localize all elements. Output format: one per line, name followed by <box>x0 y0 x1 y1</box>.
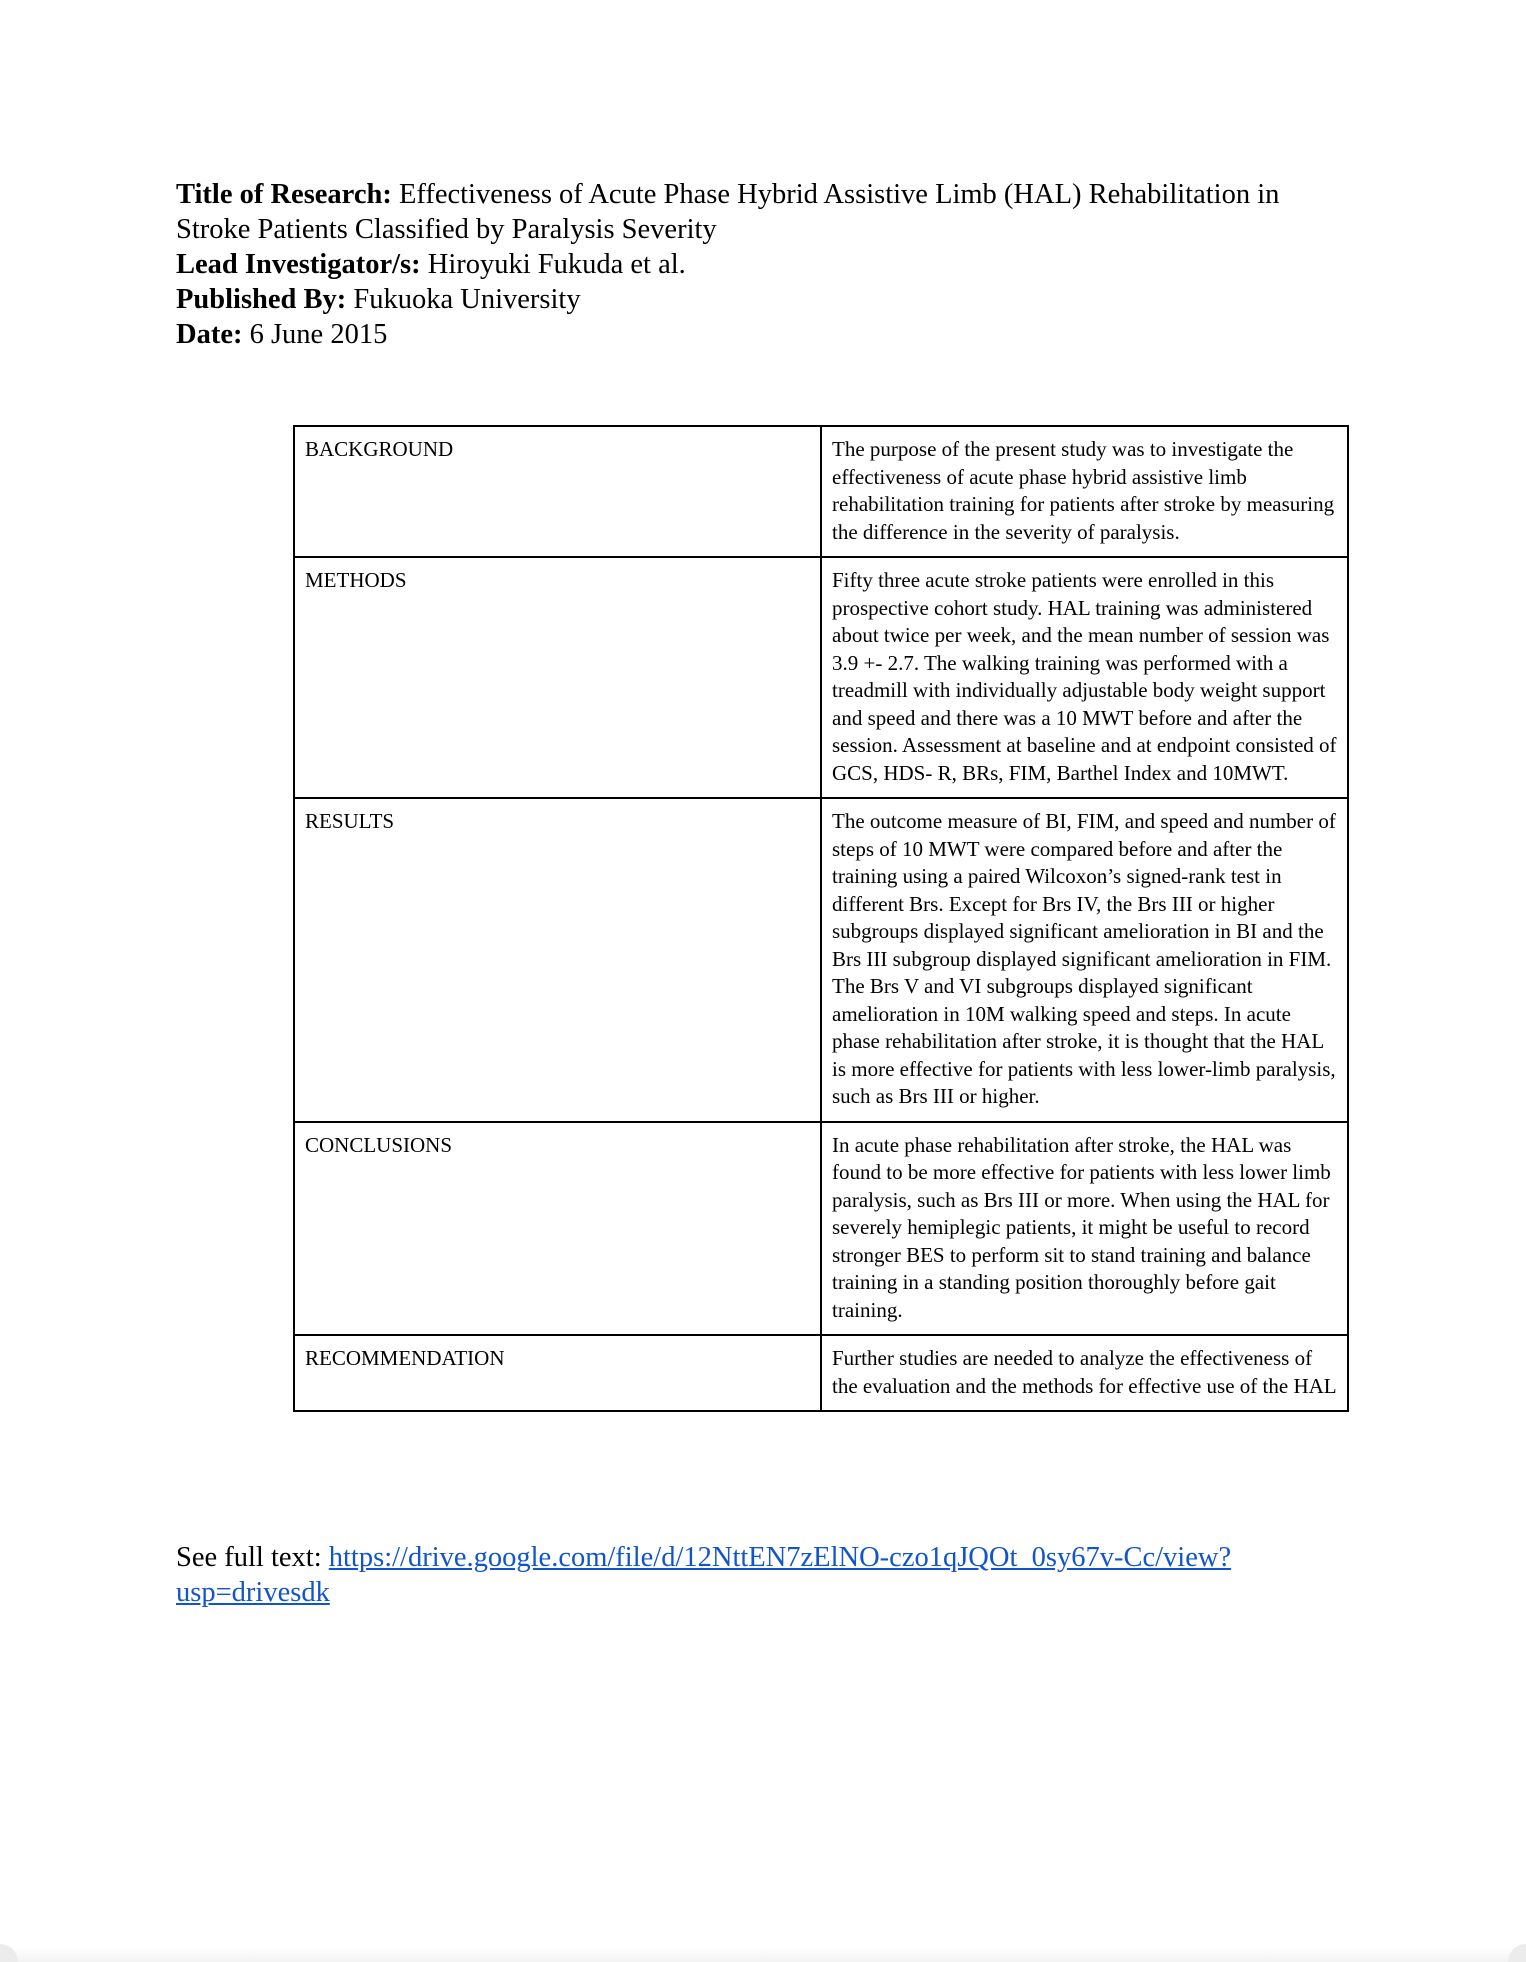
table-row-conclusions <box>294 1122 1348 1336</box>
section-text-methods: Fifty three acute stroke patients were enrolled in this prospective cohort study. HAL training was administered about twice per week, and the mean number of session was 3.9 +- 2.7. The walking training was performed with a treadmill with individually adjustable body weight support and speed and there was a 10 MWT before and after the session. Assessment at baseline and at endpoint consisted of GCS, HDS- R, BRs, FIM, Barthel Index and 10MWT. <box>821 557 1348 798</box>
investigator-label: Lead Investigator/s: <box>176 249 421 280</box>
section-text-recommendation: Further studies are needed to analyze the effectiveness of the evaluation and the methods for effective use of the HAL <box>821 1335 1348 1411</box>
section-label-conclusions: CONCLUSIONS <box>294 1122 821 1336</box>
window-corner-right <box>1508 1944 1526 1962</box>
section-label-recommendation: RECOMMENDATION <box>294 1335 821 1411</box>
section-label-results: RESULTS <box>294 798 821 1122</box>
table-row-methods <box>294 557 1348 798</box>
section-text-background: The purpose of the present study was to investigate the effectiveness of acute phase hybrid assistive limb rehabilitation training for patients after stroke by measuring the difference in the severity of paralysis. <box>821 426 1348 557</box>
section-label-background: BACKGROUND <box>294 426 821 557</box>
published-value: Fukuoka University <box>353 284 581 315</box>
summary-table <box>293 425 1349 1412</box>
section-text-results: The outcome measure of BI, FIM, and speed and number of steps of 10 MWT were compared before and after the training using a paired Wilcoxon’s signed-rank test in different Brs. Except for Brs IV, the Brs III or higher subgroups displayed significant amelioration in BI and the Brs III subgroup displayed significant amelioration in FIM. The Brs V and VI subgroups displayed significant amelioration in 10M walking speed and steps. In acute phase rehabilitation after stroke, it is thought that the HAL is more effective for patients with less lower-limb paralysis, such as Brs III or higher. <box>821 798 1348 1122</box>
title-line <box>176 177 1376 212</box>
full-text-link-line2: usp=drivesdk <box>176 1577 330 1608</box>
table-row-recommendation <box>294 1335 1348 1411</box>
date-line <box>176 317 1376 352</box>
section-text-conclusions: In acute phase rehabilitation after stroke, the HAL was found to be more effective for patients with less lower limb paralysis, such as Brs III or more. When using the HAL for severely hemiplegic patients, it might be useful to record stronger BES to perform sit to stand training and balance training in a standing position thoroughly before gait training. <box>821 1122 1348 1336</box>
title-value-line2: Stroke Patients Classified by Paralysis Severity <box>176 214 717 245</box>
title-line-continued <box>176 212 1376 247</box>
published-label: Published By: <box>176 284 347 315</box>
investigator-line <box>176 247 1376 282</box>
full-text-prefix: See full text: <box>176 1542 322 1573</box>
title-value-line1: Effectiveness of Acute Phase Hybrid Assistive Limb (HAL) Rehabilitation in <box>398 179 1280 210</box>
title-label: Title of Research: <box>176 179 392 210</box>
window-corner-left <box>0 1944 18 1962</box>
table-row-results <box>294 798 1348 1122</box>
investigator-value: Hiroyuki Fukuda et al. <box>427 249 686 280</box>
full-text-link[interactable] <box>176 1542 1376 1610</box>
full-text-link-line1: https://drive.google.com/file/d/12NttEN7zElNO-czo1qJQOt_0sy67v-Cc/view? <box>328 1542 1232 1573</box>
window-bottom-edge <box>0 1948 1526 1962</box>
research-header <box>176 177 1376 352</box>
date-label: Date: <box>176 319 243 350</box>
table-row-background <box>294 426 1348 557</box>
date-value: 6 June 2015 <box>249 319 388 350</box>
publisher-line <box>176 282 1376 317</box>
full-text-footer <box>176 1540 1376 1610</box>
section-label-methods: METHODS <box>294 557 821 798</box>
